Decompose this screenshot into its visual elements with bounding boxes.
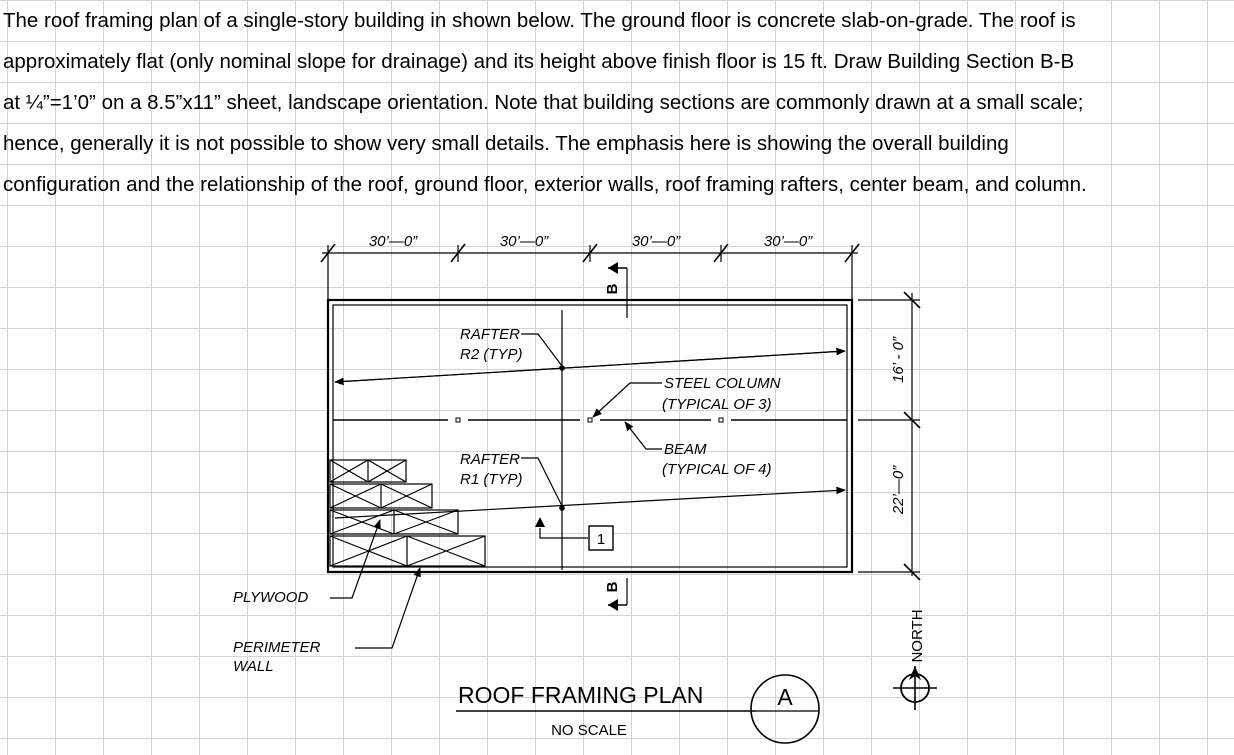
perimeter-wall-label: WALL (233, 658, 274, 675)
right-dimension-string (858, 292, 920, 580)
dimension-label: 30’—0” (368, 233, 418, 250)
beam-label: BEAM (664, 441, 707, 458)
plywood-callout (233, 520, 380, 606)
dimension-label: 22’—0” (890, 465, 907, 515)
column-marker-icon (588, 418, 592, 422)
problem-line: configuration and the relationship of the roof, ground floor, exterior walls, roof framing rafters, center beam, and column. (3, 173, 1087, 196)
dimension-label: 30’—0” (631, 233, 681, 250)
plywood-label: PLYWOOD (233, 589, 309, 606)
dimension-label: 30’—0” (763, 233, 813, 250)
rafter-r1-label: R1 (TYP) (460, 471, 523, 488)
beam-callout (625, 422, 771, 478)
problem-line: The roof framing plan of a single-story building in shown below. The ground floor is concrete slab-on-grade. The roof is (3, 9, 1076, 32)
drawing-title-block (456, 675, 819, 743)
drawing-subtitle: NO SCALE (551, 722, 627, 739)
column-marker-icon (456, 418, 460, 422)
problem-line: approximately flat (only nominal slope for drainage) and its height above finish floor is 15 ft. Draw Building Section B-B (3, 50, 1075, 73)
perimeter-wall-label: PERIMETER (233, 639, 321, 656)
section-mark-label: B (604, 581, 621, 593)
dimension-label: 16’ - 0” (890, 337, 907, 383)
detail-tag-1 (535, 517, 613, 550)
center-beam-line (333, 418, 847, 422)
perimeter-wall-callout (233, 568, 420, 675)
north-label: NORTH (909, 609, 926, 663)
section-arrow-icon (608, 599, 618, 611)
section-arrow-icon (608, 262, 618, 274)
rafter-r2-callout (460, 326, 562, 366)
top-dimension-string (321, 233, 859, 300)
dimension-label: 30’—0” (499, 233, 549, 250)
steel-column-label: STEEL COLUMN (664, 375, 781, 392)
detail-tag-number: 1 (596, 531, 606, 548)
rafter-r2-label: R2 (TYP) (460, 346, 523, 363)
section-mark-label: B (604, 283, 621, 295)
drawing-title: ROOF FRAMING PLAN (458, 682, 704, 708)
north-arrow-icon (893, 609, 937, 710)
drawing-id: A (777, 684, 793, 710)
column-marker-icon (719, 418, 723, 422)
steel-column-label: (TYPICAL OF 3) (662, 396, 772, 413)
rafter-r1-callout (460, 451, 562, 506)
problem-line: at ¼”=1’0” on a 8.5”x11” sheet, landscape orientation. Note that building sections are commonly drawn at a small scale; (3, 91, 1084, 114)
steel-column-callout (593, 375, 781, 417)
rafter-r2-label: RAFTER (460, 326, 520, 343)
section-cut-line (562, 262, 627, 611)
problem-line: hence, generally it is not possible to show very small details. The emphasis here is showing the overall building (3, 132, 1009, 155)
rafter-r1-label: RAFTER (460, 451, 520, 468)
beam-label: (TYPICAL OF 4) (662, 461, 772, 478)
